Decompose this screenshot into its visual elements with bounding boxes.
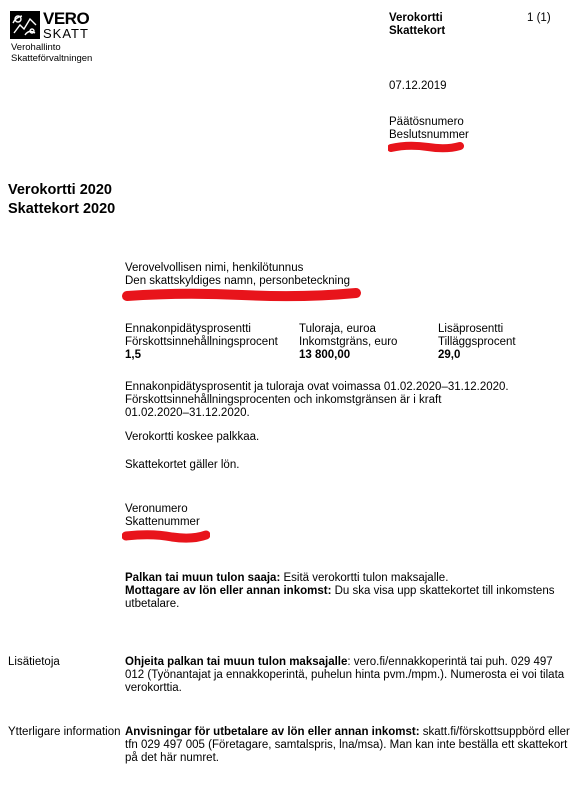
- income-limit-value: 13 800,00: [299, 349, 351, 361]
- validity-period: [125, 381, 565, 420]
- tax-number-label-fi: Veronumero: [125, 503, 188, 515]
- withholding-label-fi: Ennakonpidätysprosentti: [125, 323, 251, 335]
- applies-to-sv: Skattekortet gäller lön.: [125, 459, 240, 471]
- withholding-value: 1,5: [125, 349, 141, 361]
- withholding-rate: [125, 323, 278, 362]
- recipient-instruction-sv: [125, 585, 570, 611]
- document-date: 07.12.2019: [389, 80, 447, 92]
- more-info-fi: [125, 656, 570, 695]
- validity-line-sv: Förskottsinnehållningsprocenten och inkomstgränsen är i kraft: [125, 394, 442, 406]
- card-title-fi: Verokortti 2020: [8, 182, 112, 198]
- decision-number: [389, 116, 469, 142]
- more-info-sv: [125, 726, 570, 765]
- tax-number-field: [125, 503, 200, 529]
- org-name-fi: Verohallinto: [11, 42, 61, 53]
- redacted-taxpayer-name: [122, 286, 362, 304]
- applies-to-fi: Verokortti koskee palkkaa.: [125, 431, 260, 443]
- card-title: [8, 181, 115, 219]
- document-title: [389, 12, 445, 38]
- redacted-tax-number: [122, 528, 210, 544]
- more-info-label-sv: Ytterligare information: [8, 726, 121, 738]
- page-number: 1 (1): [527, 12, 551, 24]
- recipient-text-sv: Du ska visa upp skattekortet till inkomstens utbetalare.: [125, 585, 555, 610]
- tax-number-label-sv: Skattenummer: [125, 516, 200, 528]
- recipient-instruction-fi: [125, 572, 570, 585]
- recipient-label-sv: Mottagare av lön eller annan inkomst:: [125, 585, 332, 597]
- recipient-text-fi: Esitä verokortti tulon maksajalle.: [280, 572, 449, 584]
- logo-wordmark-vero: VERO: [43, 9, 90, 28]
- recipient-instructions: [125, 572, 570, 611]
- vero-emblem-icon: [10, 11, 40, 39]
- validity-dates-sv: 01.02.2020–31.12.2020.: [125, 407, 250, 419]
- withholding-label-sv: Förskottsinnehållningsprocent: [125, 336, 278, 348]
- additional-rate: [438, 323, 516, 362]
- additional-label-fi: Lisäprosentti: [438, 323, 504, 335]
- validity-line-fi: Ennakonpidätysprosentit ja tuloraja ovat voimassa 01.02.2020–31.12.2020.: [125, 381, 509, 393]
- organization-name: [11, 42, 92, 64]
- income-limit-label-sv: Inkomstgräns, euro: [299, 336, 398, 348]
- logo-wordmark-skatt: SKATT: [43, 26, 89, 41]
- redacted-decision-number: [388, 140, 464, 154]
- more-info-text-fi: : vero.fi/ennakkoperintä tai puh. 029 497 012 (Työnantajat ja ennakkoperintä, puhelun hinta pvm./mpm.). Numerosta ei voi tilata verokorttia.: [125, 656, 565, 694]
- additional-value: 29,0: [438, 349, 461, 361]
- income-limit-label-fi: Tuloraja, euroa: [299, 323, 376, 335]
- more-info-heading-sv: Anvisningar för utbetalare av lön eller annan inkomst:: [125, 726, 420, 738]
- org-name-sv: Skatteförvaltningen: [11, 53, 93, 64]
- vero-logo: [10, 11, 100, 41]
- more-info-text-sv: skatt.fi/förskottsuppbörd eller tfn 029 497 005 (Företagare, samtalspris, lna/msa). Man kan inte beställa ett skattekort på det här numret.: [125, 726, 570, 764]
- more-info-label-fi: Lisätietoja: [8, 656, 60, 668]
- decision-label-sv: Beslutsnummer: [389, 129, 469, 141]
- recipient-label-fi: Palkan tai muun tulon saaja:: [125, 572, 281, 584]
- taxpayer-label-sv: Den skattskyldiges namn, personbeteckning: [125, 275, 351, 287]
- taxpayer-name-field: [125, 262, 350, 288]
- document-title-fi: Verokortti: [389, 12, 443, 24]
- income-limit: [299, 323, 397, 362]
- document-title-sv: Skattekort: [389, 25, 446, 37]
- additional-label-sv: Tilläggsprocent: [438, 336, 516, 348]
- card-title-sv: Skattekort 2020: [8, 201, 116, 217]
- taxpayer-label-fi: Verovelvollisen nimi, henkilötunnus: [125, 262, 304, 274]
- more-info-heading-fi: Ohjeita palkan tai muun tulon maksajalle: [125, 656, 348, 668]
- decision-label-fi: Päätösnumero: [389, 116, 464, 128]
